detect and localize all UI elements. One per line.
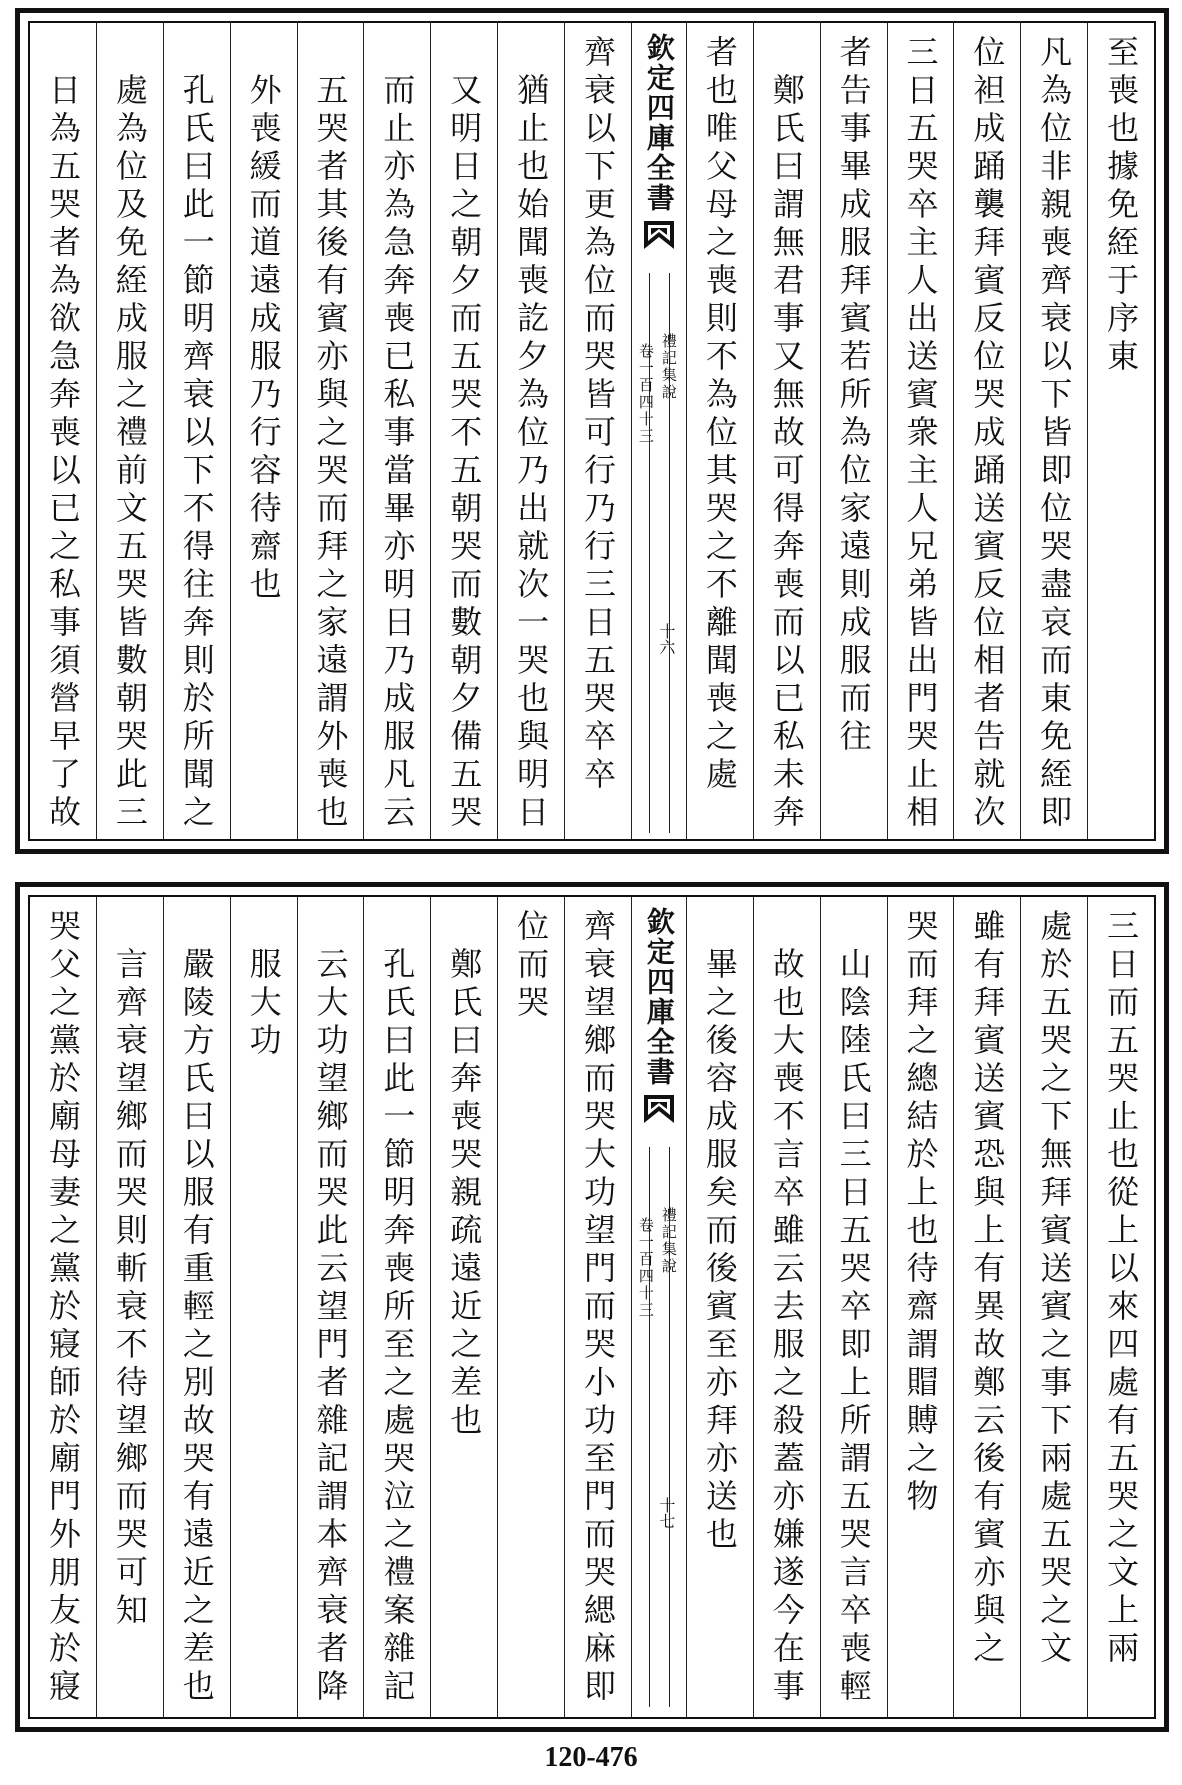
column-text: 齊衰望鄉而哭大功望門而哭小功至門而哭緦麻即: [578, 909, 617, 1707]
text-column: [820, 23, 887, 839]
column-text: 位而哭: [512, 909, 551, 1023]
column-text: 外喪緩而道遠成服乃行容待齋也: [244, 73, 283, 605]
volume-title: 禮記集說: [659, 333, 678, 401]
text-column: [30, 23, 96, 839]
text-column: [1020, 23, 1087, 839]
text-column: [30, 897, 96, 1717]
column-text: 猶止也始聞喪訖夕為位乃出就次一哭也與明日: [512, 73, 551, 833]
text-column: [953, 897, 1020, 1717]
bottom-page: [15, 882, 1169, 1732]
column-text: 云大功望鄉而哭此云望門者雜記謂本齊衰者降: [311, 947, 350, 1707]
text-column: [297, 23, 364, 839]
text-column: [887, 23, 954, 839]
text-column: [163, 23, 230, 839]
column-text: 哭父之黨於廟母妻之黨於寢師於廟門外朋友於寢: [43, 909, 82, 1707]
fish-tail-mark-icon: [642, 219, 676, 251]
column-text: 處於五哭之下無拜賓送賓之事下兩處五哭之文: [1035, 909, 1074, 1669]
text-column: [96, 23, 163, 839]
center-fold-column: [631, 23, 686, 839]
text-column: [430, 23, 497, 839]
chapter-number: 卷一百四十三: [636, 343, 655, 445]
column-text: 嚴陵方氏曰以服有重輕之別故哭有遠近之差也: [177, 947, 216, 1707]
column-text: 三日五哭卒主人出送賓衆主人兄弟皆出門哭止相: [901, 35, 940, 833]
bottom-page-columns: [28, 895, 1156, 1719]
column-text: 山陰陸氏曰三日五哭卒即上所謂五哭言卒喪輕: [834, 947, 873, 1707]
column-text: 者也唯父母之喪則不為位其哭之不離聞喪之處: [700, 35, 739, 795]
column-text: 哭而拜之總結於上也待齋謂賵賻之物: [901, 909, 940, 1517]
book-title: 欽定四庫全書: [642, 33, 676, 213]
page-code: 120-476: [544, 1742, 638, 1773]
column-text: 三日而五哭止也從上以來四處有五哭之文上兩: [1102, 909, 1141, 1669]
text-column: [1087, 897, 1154, 1717]
column-text: 齊衰以下更為位而哭皆可行乃行三日五哭卒卒: [578, 35, 617, 795]
column-text: 孔氏曰此一節明齊衰以下不得往奔則於所聞之: [177, 73, 216, 833]
text-column: [887, 897, 954, 1717]
text-column: [497, 897, 564, 1717]
text-column: [953, 23, 1020, 839]
text-column: [564, 23, 631, 839]
column-text: 至喪也據免絰于序東: [1102, 35, 1141, 377]
column-text: 孔氏曰此一節明奔喪所至之處哭泣之禮案雜記: [378, 947, 417, 1707]
column-text: 位袒成踊襲拜賓反位哭成踊送賓反位相者告就次: [968, 35, 1007, 833]
book-title: 欽定四庫全書: [642, 907, 676, 1087]
column-text: 者告事畢成服拜賓若所為位家遠則成服而往: [834, 35, 873, 757]
text-column: [753, 23, 820, 839]
column-text: 而止亦為急奔喪已私事當畢亦明日乃成服凡云: [378, 73, 417, 833]
text-column: [686, 897, 753, 1717]
column-text: 畢之後容成服矣而後賓至亦拜亦送也: [700, 947, 739, 1555]
text-column: [230, 897, 297, 1717]
text-column: [1020, 897, 1087, 1717]
column-text: 五哭者其後有賓亦與之哭而拜之家遠謂外喪也: [311, 73, 350, 833]
column-text: 鄭氏曰奔喪哭親疏遠近之差也: [445, 947, 484, 1441]
text-column: [96, 897, 163, 1717]
text-column: [230, 23, 297, 839]
text-column: [753, 897, 820, 1717]
column-text: 故也大喪不言卒雖云去服之殺蓋亦嫌遂今在事: [767, 947, 806, 1707]
text-column: [820, 897, 887, 1717]
column-text: 服大功: [244, 947, 283, 1061]
volume-title: 禮記集說: [659, 1207, 678, 1275]
text-column: [363, 23, 430, 839]
column-text: 雖有拜賓送賓恐與上有異故鄭云後有賓亦與之: [968, 909, 1007, 1669]
center-fold-column: [631, 897, 686, 1717]
text-column: [1087, 23, 1154, 839]
text-column: [564, 897, 631, 1717]
text-column: [163, 897, 230, 1717]
leaf-number: 十六: [656, 623, 676, 655]
text-column: [363, 897, 430, 1717]
leaf-number: 十七: [656, 1497, 676, 1529]
fish-tail-mark-icon: [642, 1093, 676, 1125]
text-column: [686, 23, 753, 839]
column-text: 又明日之朝夕而五哭不五朝哭而數朝夕備五哭: [445, 73, 484, 833]
top-page-columns: [28, 21, 1156, 841]
text-column: [430, 897, 497, 1717]
column-text: 日為五哭者為欲急奔喪以已之私事須營早了故: [43, 73, 82, 833]
text-column: [297, 897, 364, 1717]
column-text: 凡為位非親喪齊衰以下皆即位哭盡哀而東免絰即: [1035, 35, 1074, 833]
text-column: [497, 23, 564, 839]
column-text: 處為位及免絰成服之禮前文五哭皆數朝哭此三: [110, 73, 149, 833]
top-page: [15, 8, 1169, 854]
column-text: 鄭氏曰謂無君事又無故可得奔喪而以已私未奔: [767, 73, 806, 833]
chapter-number: 卷一百四十三: [636, 1217, 655, 1319]
column-text: 言齊衰望鄉而哭則斬衰不待望鄉而哭可知: [110, 947, 149, 1631]
